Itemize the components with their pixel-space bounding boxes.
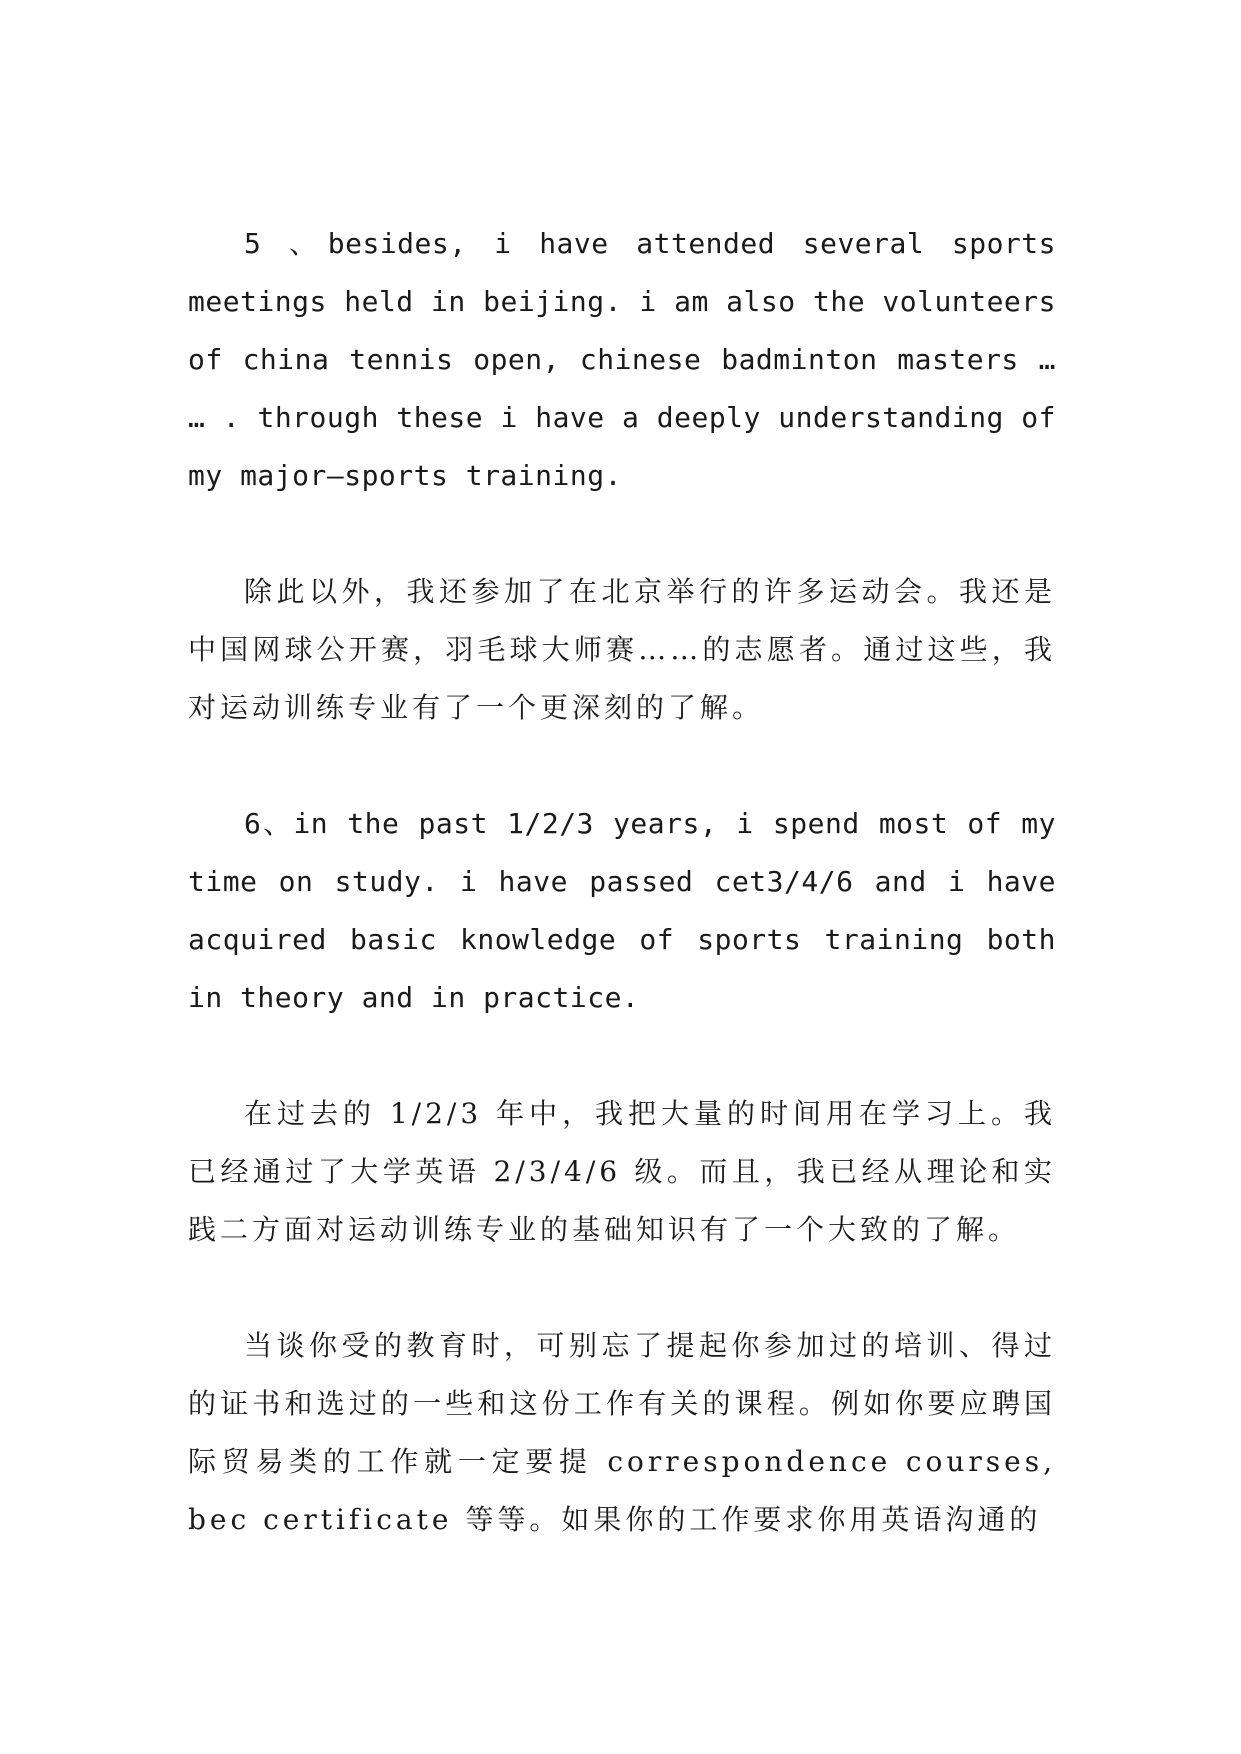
- paragraph-education-advice: 当谈你受的教育时，可别忘了提起你参加过的培训、得过的证书和选过的一些和这份工作有关的课程。例如你要应聘国际贸易类的工作就一定要提 correspondence courses, bec certificate 等等。如果你的工作要求你用英语沟通的: [188, 1329, 1056, 1536]
- paragraph-6-english: 6、in the past 1/2/3 years, i spend most of my time on study. i have passed cet3/4/6 and i have acquired basic knowledge of sports training both in theory and in practice.: [188, 807, 1056, 1014]
- paragraph-5-chinese: 除此以外，我还参加了在北京举行的许多运动会。我还是中国网球公开赛，羽毛球大师赛……的志愿者。通过这些，我对运动训练专业有了一个更深刻的了解。: [188, 575, 1056, 724]
- paragraph-5-english: 5 、besides, i have attended several sports meetings held in beijing. i am also the volunteers of china tennis open, chinese badminton masters … … . through these i have a deeply understanding of my major—sports training.: [188, 227, 1056, 492]
- document-body: [188, 215, 1056, 1607]
- paragraph-6-chinese: 在过去的 1/2/3 年中，我把大量的时间用在学习上。我已经通过了大学英语 2/3/4/6 级。而且，我已经从理论和实践二方面对运动训练专业的基础知识有了一个大致的了解。: [188, 1097, 1056, 1246]
